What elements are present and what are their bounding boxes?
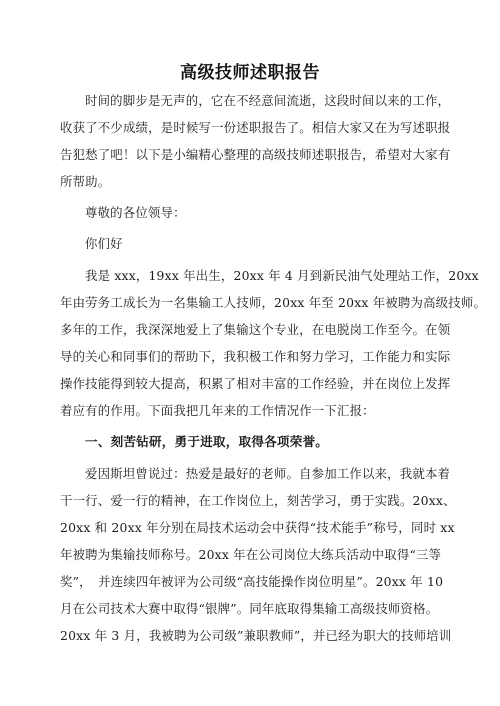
para2-line-4: 年被聘为集输技师称号。20xx 年在公司岗位大练兵活动中取得“三等 — [60, 547, 442, 562]
intro-line-4: 所帮助。 — [60, 174, 111, 189]
document-title: 高级技师述职报告 — [180, 63, 320, 83]
intro-line-1: 时间的脚步是无声的，它在不经意间流逝，这段时间以来的工作， — [85, 93, 451, 108]
greeting: 你们好 — [85, 236, 123, 251]
intro-line-2: 收获了不少成绩，是时候写一份述职报告了。相信大家又在为写述职报 — [60, 120, 451, 135]
para2-line-1: 爱因斯坦曾说过：热爱是最好的老师。自参加工作以来，我就本着 — [85, 466, 451, 481]
para2-line-7: 20xx 年 3 月，我被聘为公司级”兼职教师”，并已经为职大的技师培训 — [60, 628, 452, 643]
para2-line-6: 月在公司技术大赛中取得“银牌”。同年底取得集输工高级技师资格。 — [60, 601, 439, 616]
salutation: 尊敬的各位领导： — [85, 205, 186, 220]
para1-line-5: 操作技能得到较大提高，积累了相对丰富的工作经验，并在岗位上发挥 — [60, 376, 451, 391]
para2-line-3: 20xx 和 20xx 年分别在局技术运动会中获得“技术能手”称号，同时 xx — [60, 520, 455, 535]
para1-line-1: 我是 xxx，19xx 年出生，20xx 年 4 月到新民油气处理站工作，20xx — [85, 268, 479, 283]
para2-line-5: 奖”， 并连续四年被评为公司级“高技能操作岗位明星”。20xx 年 10 — [60, 574, 444, 589]
para1-line-4: 导的关心和同事们的帮助下，我积极工作和努力学习，工作能力和实际 — [60, 349, 451, 364]
para1-line-3: 多年的工作，我深深地爱上了集输这个专业，在电脱岗工作至今。在领 — [60, 322, 451, 337]
para2-line-2: 干一行、爱一行的精神，在工作岗位上，刻苦学习，勇于实践。20xx、 — [60, 493, 456, 508]
intro-line-3: 告犯愁了吧！以下是小编精心整理的高级技师述职报告，希望对大家有 — [60, 147, 451, 162]
para1-line-2: 年由劳务工成长为一名集输工人技师，20xx 年至 20xx 年被聘为高级技师。 — [60, 295, 487, 310]
para1-line-6: 着应有的作用。下面我把几年来的工作情况作一下汇报： — [60, 403, 375, 418]
section-heading-1: 一、刻苦钻研，勇于进取，取得各项荣誉。 — [85, 434, 329, 449]
